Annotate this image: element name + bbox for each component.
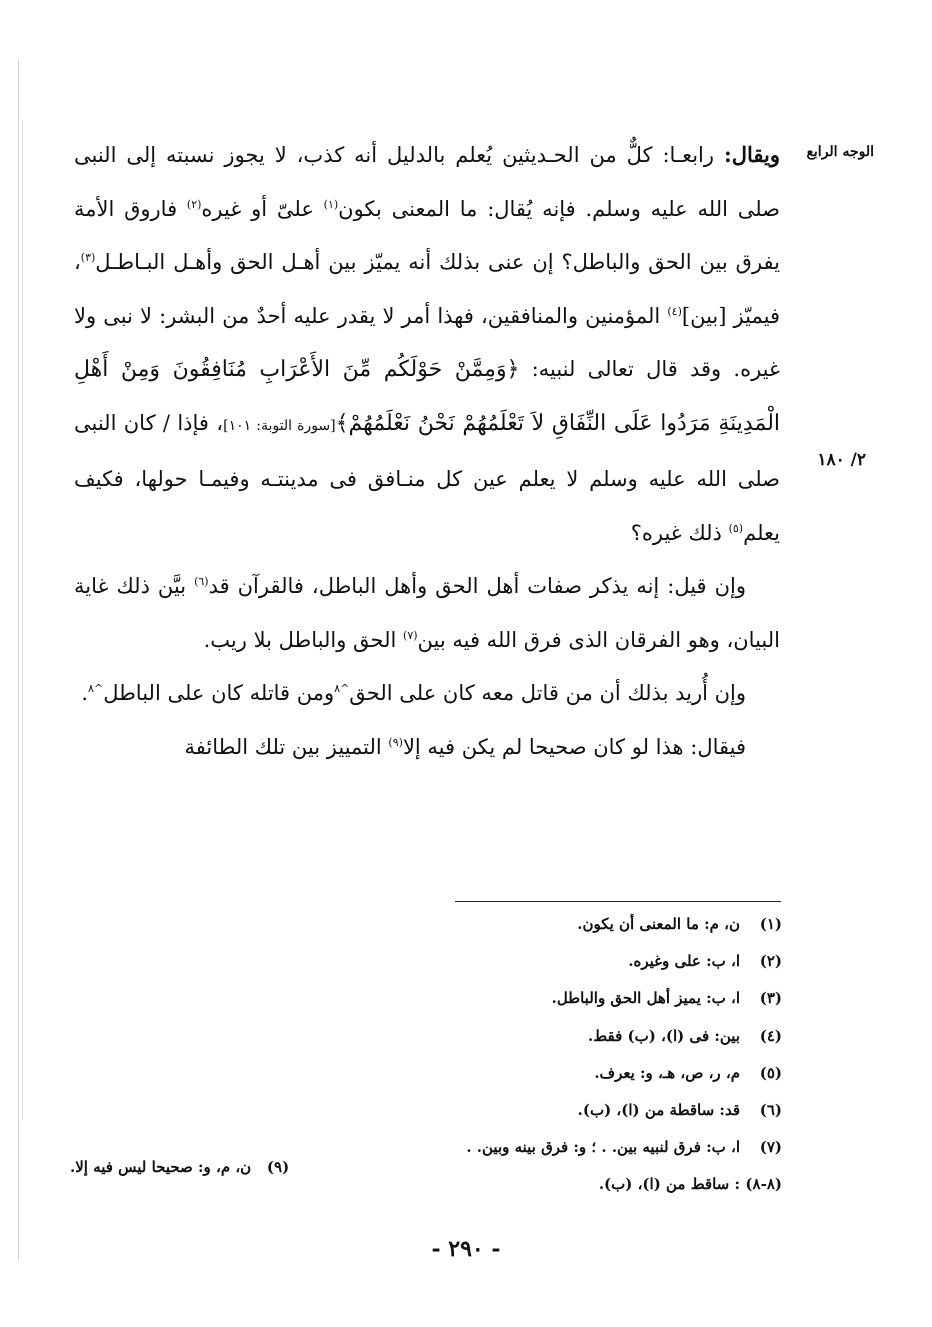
- footnote-ref: (٧): [403, 628, 418, 642]
- footnote-number: (١): [759, 915, 782, 933]
- footnote-ref: (٩): [388, 735, 403, 749]
- footnote-ref: ^٨: [88, 682, 104, 695]
- paragraph-3: وإن أُريد بذلك أن من قاتل معه كان على الحق$^{\^{}٨}$ومن قاتله كان على الباطل$^{\^{}٨}$.: [81, 681, 746, 705]
- margin-section-label: الوجه الرابع: [806, 144, 874, 160]
- verse-citation: [سورة التوبة: ١٠١]: [223, 417, 336, 434]
- footnote-number: (٣): [759, 989, 782, 1008]
- paragraph-lead: ويقال:: [723, 142, 780, 167]
- footnote-item: [302, 1055, 782, 1092]
- footnote-number: (٩): [266, 1158, 290, 1176]
- footnote-item: [302, 1166, 782, 1203]
- main-text: [74, 128, 780, 774]
- footnote-ref: (٣): [80, 251, 96, 264]
- footnote-number: (٤): [759, 1026, 782, 1045]
- footnote-text: بين: فى (ا)، (ب) فقط.: [588, 1026, 740, 1045]
- footnote-item: [302, 980, 782, 1017]
- scan-edge-line: [18, 60, 19, 1260]
- footnote-number: (٥): [759, 1063, 782, 1082]
- footnote-text: قد: ساقطة من (ا)، (ب).: [577, 1101, 740, 1120]
- footnote-number: (٦): [759, 1101, 782, 1120]
- footnote-text: ن، م، و: صحيحا ليس فيه إلا.: [70, 1158, 252, 1176]
- margin-page-reference: ٢/ ١٨٠: [817, 450, 866, 470]
- footnote-item: [302, 1092, 782, 1129]
- footnote-item: [302, 943, 782, 980]
- scan-edge-line-inner: [22, 120, 23, 1120]
- quran-verse: ﴿وَمِمَّنْ حَوْلَكُم مِّنَ الأَعْرَابِ مُنَافِقُونَ وَمِنْ أَهْلِ الْمَدِينَةِ مَرَدُوا عَلَى النِّفَاقِ لاَ تَعْلَمُهُمْ نَحْنُ نَعْلَمُهُمْ﴾: [74, 357, 781, 436]
- footnote-item: [302, 1129, 782, 1166]
- footnote-ref: (٥): [728, 521, 744, 535]
- footnote-text: م، ر، ص، هـ، و: يعرف.: [594, 1063, 740, 1082]
- footnote-number: (٨-٨): [745, 1175, 782, 1194]
- paragraph-4: فيقال: هذا لو كان صحيحا لم يكن فيه إلا$^{(٩)}$ التمييز بين تلك الطائفة: [184, 734, 746, 759]
- footnote-ref: (٢): [186, 197, 202, 211]
- footnotes: [302, 906, 782, 1204]
- footnote-text: : ساقط من (ا)، (ب).: [598, 1175, 740, 1194]
- footnote-item-side: [70, 1158, 289, 1176]
- footnote-text: ا، ب: فرق لنبيه بين. . ؛ و: فرق بينه وبين. .: [466, 1138, 740, 1157]
- paragraph-2: وإن قيل: إنه يذكر صفات أهل الحق وأهل الباطل، فالقرآن قد$^{(٦)}$ بيَّن ذلك غاية البيان، وهو الفرقان الذى فرق الله فيه بين$^{(٧)}$ الحق والباطل بلا ريب.: [74, 574, 780, 652]
- footnote-text: ا، ب: يميز أهل الحق والباطل.: [551, 989, 740, 1008]
- footnote-text: ن، م: ما المعنى أن يكون.: [577, 915, 740, 933]
- footnote-number: (٢): [759, 952, 782, 971]
- paragraph-1: ويقال: رابعـا: كلٌّ من الحـديثين يُعلم بالدليل أنه كذب، لا يجوز نسبته إلى النبى صلى الله عليه وسلم. فإنه يُقال: ما المعنى بكون$^{(١)}$ علىّ أو غيره$^{(٢)}$ فاروق الأمة يفرق بين الحق والباطل؟ إن عنى بذلك أنه يميّز بين أهـل الحق وأهـل البـاطـل$^{(٣)}$، فيميّز [بين]$^{(٤)}$ المؤمنين والمنافقين، فهذا أمر لا يقدر عليه أحدٌ من البشر: لا نبى ولا غيره. وقد قال تعالى لنبيه: ﴿وَمِمَّنْ حَوْلَكُم مِّنَ الأَعْرَابِ مُنَافِقُونَ وَمِنْ أَهْلِ الْمَدِينَةِ مَرَدُوا عَلَى النِّفَاقِ لاَ تَعْلَمُهُمْ نَحْنُ نَعْلَمُهُمْ﴾[سورة التوبة: ١٠١]، فإذا / كان النبى صلى الله عليه وسلم لا يعلم عين كل منـافق فى مدينتـه وفيمـا حولها، فكيف يعلم$^{(٥)}$ ذلك غيره؟: [74, 142, 781, 545]
- footnote-item: [302, 906, 782, 943]
- footnote-ref: ^٨: [334, 682, 350, 695]
- footnote-ref: (١): [323, 197, 339, 211]
- footnote-item: [302, 1018, 782, 1055]
- footnote-separator: [455, 901, 781, 902]
- footnote-number: (٧): [759, 1138, 782, 1157]
- footnote-ref: (٦): [194, 575, 209, 588]
- page-number: - ٢٩٠ -: [431, 1236, 501, 1262]
- footnote-text: ا، ب: على وغيره.: [628, 952, 740, 971]
- footnote-ref: (٤): [667, 304, 682, 318]
